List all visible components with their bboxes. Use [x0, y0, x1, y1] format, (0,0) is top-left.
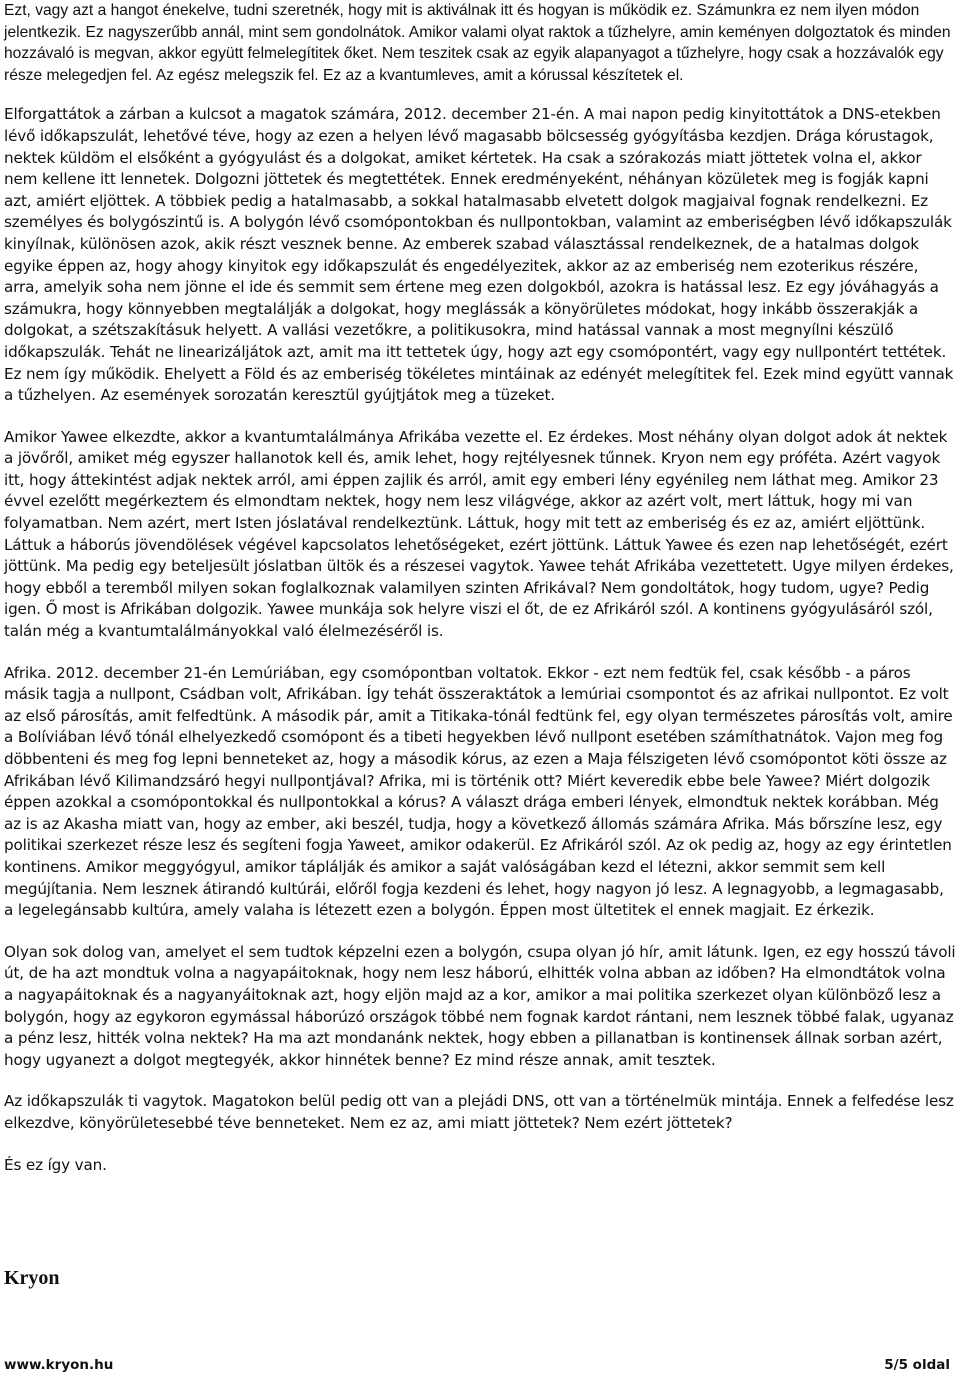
paragraph-5: Olyan sok dolog van, amelyet el sem tudtok képzelni ezen a bolygón, csupa olyan jó hír, amit látunk. Igen, ez egy hosszú távoli út, de ha azt mondtuk volna a nagyapáitoknak, hogy nem lesz háború, elhitték volna abban az időben? Ha elmondtátok volna a nagyapáitoknak és a nagyanyáitoknak azt, hogy eljön majd az a kor, amikor a mai politika szerkezet olyan különböző lesz a bolygón, hogy az egykoron egymással háborúzó országok többé nem fognak kardot rántani, nem lesznek többé falak, ugyanaz a pénz lesz, hitték volna nektek? Ha ma azt mondanánk nektek, hogy ebben a pillanatban is kontinensek állnak sorban azért, hogy ugyanezt a dolgot megtegyék, akkor hinnétek benne? Ez mind része annak, amit tesztek.	[4, 942, 956, 1069]
footer-page-number: 5/5 oldal	[884, 1357, 950, 1373]
document-body	[4, 0, 956, 1176]
paragraph-3: Amikor Yawee elkezdte, akkor a kvantumtalálmánya Afrikába vezette el. Ez érdekes. Most néhány olyan dolgot adok át nektek a jövőről, amiket még egyszer hallanotok kell és, amik lehet, hogy rejtélyesnek tűnnek. Kryon nem egy próféta. Azért vagyok itt, hogy áttekintést adjak nektek arról, ami éppen zajlik és arról, amit egy emberi lény egyénileg nem láthat meg. Amikor 23 évvel ezelőtt megérkeztem és elmondtam nektek, hogy nem lesz világvége, akkor az azért volt, mert láttuk, hogy mi van folyamatban. Nem azért, mert Isten jóslatával rendelkeztünk. Láttuk, hogy mit tett az emberiség és ez az, amiért eljöttünk. Láttuk a háborús jövendölések végével kapcsolatos lehetőségeket, ezért jöttünk. Láttuk Yawee és ezen nap lehetőségét, ezért jöttünk. Ma pedig egy beteljesült jóslatban ültök és a részesei vagytok. Yawee tehát Afrikába vezettetett. Ugye milyen érdekes, hogy ebből a teremből milyen sokan foglalkoznak valamilyen szinten Afrikával? Nem gondoltátok, hogy tudom, ugye? Pedig igen. Ő most is Afrikában dolgozik. Yawee munkája sok helyre viszi el őt, de ez Afrikáról szól. A kontinens gyógyulásáról szól, talán még a kvantumtalálmányokkal való élelmezéséről is.	[4, 427, 954, 641]
footer-site-link[interactable]: www.kryon.hu	[4, 1357, 114, 1373]
paragraph-4: Afrika. 2012. december 21-én Lemúriában, egy csomópontban voltatok. Ekkor - ezt nem fedtük fel, csak később - a páros másik tagja a nullpont, Csádban volt, Afrikában. Így tehát összeraktátok a lemúriai csompontot és az afrikai nullpontot. Ez volt az első párosítás, amit felfedtünk. A második pár, amit a Titikaka-tónál fedtünk fel, egy olyan természetes párosítás volt, amire a Bolíviában lévő tónál elhelyezkedő csomópont és a tibeti hegyekben lévő nullpont esetében számíthatnátok. Vajon meg fog döbbenteni és meg fog lepni benneteket az, hogy a második kórus, az ezen a Maja félszigeten lévő csomópontot köti össze az Afrikában lévő Kilimandzsáró hegyi nullpontjával? Afrika, mi is történik ott? Miért keveredik ebbe bele Yawee? Miért dolgozik éppen azokkal a csomópontokkal és nullpontokkal a kórus? A választ drága emberi lények, elmondtuk nektek korábban. Még az is az Akasha miatt van, hogy az ember, aki beszél, tudja, hogy a következő állomás számára Afrika. Más bőrszíne lesz, egy politikai szerkezet része lesz és segíteni fogja Yaweet, amikor odakerül. Ez Afrikáról szól. Az ok pedig az, hogy az egy érintetlen kontinens. Amikor meggyógyul, amikor táplálják és amikor a saját valóságában kezd el létezni, akkor semmit sem kell megújítania. Nem lesznek átirandó kultúrái, előről fogja kezdeni és lehet, hogy nagyon jó lesz. A legnagyobb, a legmagasabb, a legelegánsabb kultúra, amely valaha is létezett ezen a bolygón. Éppen most ültetitek el ennek magjait. Ez érkezik.	[4, 663, 953, 920]
signature: Kryon	[4, 1267, 60, 1289]
paragraph-2: Elforgattátok a zárban a kulcsot a magatok számára, 2012. december 21-én. A mai napon pedig kinyitottátok a DNS-etekben lévő időkapszulát, lehetővé téve, hogy az ezen a helyen lévő magasabb bölcsesség gyógyításba kezdjen. Drága kórustagok, nektek küldöm el elsőként a gyógyulást és a dolgokat, amiket kértetek. Ha csak a szórakozás miatt jöttetek volna el, akkor nem kellene itt lennetek. Dolgozni jöttetek és megtettétek. Ennek eredményeként, néhányan közületek meg is fogják kapni azt, amiért eljöttek. A többiek pedig a hatalmasabb, a sokkal hatalmasabb elvetett dolgok magjaival fognak rendelkezni. Ez személyes és bolygószintű is. A bolygón lévő csomópontokban és nullpontokban, valamint az emberiségben lévő időkapszulák kinyílnak, különösen azok, akik részt vesznek benne. Az emberek szabad választással rendelkeznek, de a hatalmas dolgok egyike éppen az, hogy ahogy kinyitok egy időkapszulát és engedélyezitek, akkor az az emberiség nem ezoterikus részére, arra, amelyik soha nem jönne el ide és semmit sem értene meg ezen dolgokból, azokra is hatással lesz. Ez egy jóváhagyás a számukra, hogy könnyebben megtalálják a dolgokat, hogy meglássák a könyörületes módokat, hogy inkább összerakják a dolgokat, a szétszakításuk helyett. A vallási vezetőkre, a politikusokra, mind hatással vannak a most megnyílni készülő időkapszulák. Tehát ne linearizáljátok azt, amit ma itt tettetek úgy, hogy azt egy csomópontért, vagy egy nullpontért tettétek. Ez nem így működik. Ehelyett a Föld és az emberiség tökéletes mintáinak az edényét melegítitek fel. Ezek mind együtt vannak a tűzhelyen. Az események sorozatán keresztül gyújtjátok meg a tüzeket.	[4, 105, 954, 405]
paragraph-6: Az időkapszulák ti vagytok. Magatokon belül pedig ott van a plejádi DNS, ott van a történelmük mintája. Ennek a felfedése lesz elkezdve, könyörületesebbé téve benneteket. Nem ez az, ami miatt jöttetek? Nem ezért jöttetek?	[4, 1092, 954, 1132]
paragraph-1: Ezt, vagy azt a hangot énekelve, tudni szeretnék, hogy mit is aktiválnak itt és hogyan is működik ez. Számunkra ez nem ilyen módon jelentkezik. Ez nagyszerűbb annál, mint sem gondolnátok. Amikor valami olyat raktok a tűzhelyre, amin keményen dolgoztatok és minden hozzávaló is megvan, akkor együtt felmelegítitek őket. Nem teszitek csak az egyik alapanyagot a tűzhelyre, hogy csak a hozzávalók egy része melegedjen fel. Az egész melegszik fel. Ez az a kvantumleves, amit a kórussal készítetek el.	[4, 2, 951, 84]
paragraph-7: És ez így van.	[4, 1155, 107, 1174]
